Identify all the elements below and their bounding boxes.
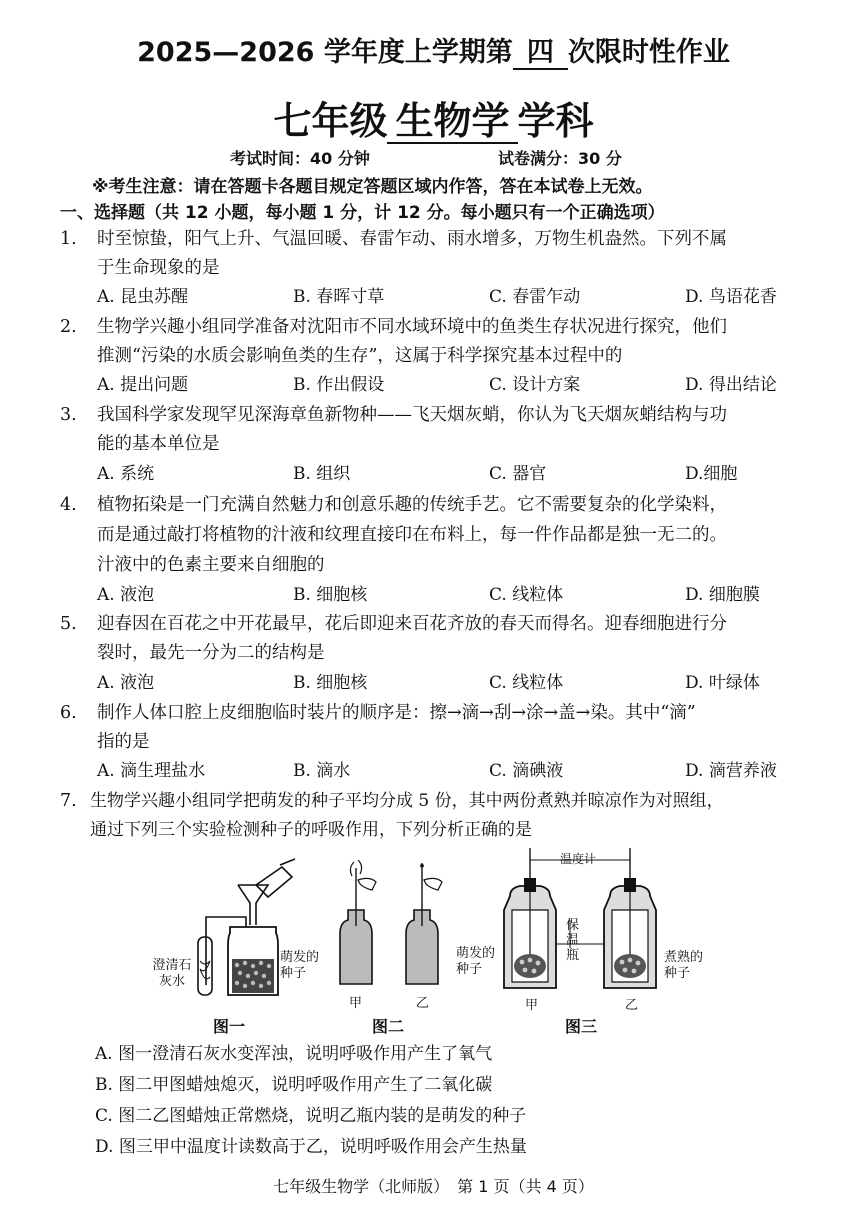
option-b: B. 细胞核 — [293, 585, 368, 605]
vacuum-flask-jia-icon — [504, 878, 556, 988]
fig3-label-jia: 甲 — [525, 998, 539, 1013]
grade-label: 七年级 — [273, 98, 388, 143]
option-b: B. 春晖寸草 — [293, 287, 385, 307]
question-text: 指的是 — [97, 732, 150, 752]
question-text: 推测“污染的水质会影响鱼类的生存”，这属于科学探究基本过程中的 — [97, 346, 623, 366]
option-d: D. 叶绿体 — [685, 673, 760, 693]
fig3-label-cooked: 煮熟的种子 — [664, 950, 704, 981]
title-suffix: 次限时性作业 — [567, 37, 730, 68]
question-text: 于生命现象的是 — [97, 258, 220, 278]
subject-suffix: 学科 — [517, 98, 594, 143]
question-number: 1. — [60, 229, 77, 249]
page-footer: 七年级生物学（北师版） 第 1 页（共 4 页） — [273, 1177, 594, 1196]
question-number: 5. — [60, 614, 77, 634]
option-c: C. 滴碘液 — [489, 761, 564, 781]
figure-two-caption: 图二 — [372, 1017, 405, 1036]
question-text: 生物学兴趣小组同学把萌发的种子平均分成 5 份，其中两份煮熟并晾凉作为对照组， — [90, 791, 724, 811]
question-text: 生物学兴趣小组同学准备对沈阳市不同水域环境中的鱼类生存状况进行探究，他们 — [97, 317, 727, 337]
exam-time: 考试时间：40 分钟 — [230, 149, 370, 168]
option-d: D. 图三甲中温度计读数高于乙，说明呼吸作用会产生热量 — [95, 1137, 527, 1157]
option-b: B. 滴水 — [293, 761, 351, 781]
subject-title — [0, 90, 867, 145]
question-text: 迎春因在百花之中开花最早，花后即迎来百花齐放的春天而得名。迎春细胞进行分 — [97, 614, 727, 634]
full-score: 试卷满分：30 分 — [498, 149, 622, 168]
title-number: 四 — [513, 38, 568, 70]
question-text: 制作人体口腔上皮细胞临时装片的顺序是：擦→滴→刮→涂→盖→染。其中“滴” — [97, 703, 696, 723]
option-b: B. 组织 — [293, 464, 351, 484]
option-d: D.细胞 — [685, 464, 738, 484]
option-d: D. 鸟语花香 — [685, 287, 777, 307]
question-text: 能的基本单位是 — [97, 434, 220, 454]
option-a: A. 液泡 — [97, 585, 155, 605]
exam-title — [0, 30, 867, 70]
option-d: D. 滴营养液 — [685, 761, 777, 781]
test-tube-icon — [198, 937, 212, 995]
option-c: C. 线粒体 — [489, 585, 564, 605]
figure-three-caption: 图三 — [565, 1017, 598, 1036]
hand-icon — [424, 878, 442, 890]
question-text: 我国科学家发现罕见深海章鱼新物种——飞天烟灰蛸，你认为飞天烟灰蛸结构与功 — [97, 405, 727, 425]
question-number: 7. — [60, 791, 77, 811]
question-text: 汁液中的色素主要来自细胞的 — [97, 555, 325, 575]
option-c: C. 图二乙图蜡烛正常燃烧，说明乙瓶内装的是萌发的种子 — [95, 1106, 527, 1126]
question-text: 而是通过敲打将植物的汁液和纹理直接印在布料上，每一件作品都是独一无二的。 — [97, 525, 727, 545]
fig1-label-limewater: 澄清石灰水 — [152, 958, 192, 989]
fig1-label-seeds: 萌发的种子 — [280, 950, 320, 981]
question-text: 时至惊蛰，阳气上升、气温回暖、春雷乍动、雨水增多，万物生机盎然。下列不属 — [97, 229, 727, 249]
exam-notice: ※考生注意：请在答题卡各题目规定答题区域内作答，答在本试卷上无效。 — [92, 177, 653, 197]
fig2-label-yi: 乙 — [416, 996, 430, 1011]
question-text: 通过下列三个实验检测种子的呼吸作用，下列分析正确的是 — [90, 820, 532, 840]
seeds-icon — [232, 959, 274, 993]
fig3-label-flask: 保温瓶 — [566, 918, 580, 963]
option-c: C. 器官 — [489, 464, 547, 484]
hand-icon — [358, 878, 376, 890]
question-number: 4. — [60, 495, 77, 515]
candle-flame-icon — [420, 863, 424, 868]
option-b: B. 作出假设 — [293, 375, 385, 395]
option-d: D. 得出结论 — [685, 375, 777, 395]
question-number: 6. — [60, 703, 77, 723]
option-c: C. 春雷乍动 — [489, 287, 581, 307]
option-b: B. 图二甲图蜡烛熄灭，说明呼吸作用产生了二氧化碳 — [95, 1075, 493, 1095]
option-d: D. 细胞膜 — [685, 585, 760, 605]
pouring-beaker-icon — [256, 859, 295, 897]
option-a: A. 液泡 — [97, 673, 155, 693]
fig3-label-yi: 乙 — [625, 998, 639, 1013]
fig3-label-germinating: 萌发的种子 — [456, 946, 496, 977]
figure-two-apparatus — [330, 860, 460, 990]
fig2-label-jia: 甲 — [349, 996, 363, 1011]
option-a: A. 提出问题 — [97, 375, 189, 395]
question-number: 3. — [60, 405, 77, 425]
figure-one-caption: 图一 — [213, 1017, 246, 1036]
bottle-jia-icon — [340, 860, 376, 984]
section-heading: 一、选择题（共 12 小题，每小题 1 分，计 12 分。每小题只有一个正确选项） — [60, 203, 665, 223]
option-c: C. 线粒体 — [489, 673, 564, 693]
option-b: B. 细胞核 — [293, 673, 368, 693]
vacuum-flask-yi-icon — [604, 878, 656, 988]
question-number: 2. — [60, 317, 77, 337]
title-prefix: 2025—2026 学年度上学期第 — [137, 37, 513, 68]
bottle-yi-icon — [406, 863, 442, 984]
option-a: A. 昆虫苏醒 — [97, 287, 189, 307]
subject-name: 生物学 — [387, 100, 517, 144]
option-a: A. 图一澄清石灰水变浑浊，说明呼吸作用产生了氧气 — [95, 1044, 493, 1064]
question-text: 植物拓染是一门充满自然魅力和创意乐趣的传统手艺。它不需要复杂的化学染料， — [97, 495, 727, 515]
option-c: C. 设计方案 — [489, 375, 581, 395]
fig3-label-thermometer: 温度计 — [560, 852, 597, 866]
option-a: A. 滴生理盐水 — [97, 761, 206, 781]
option-a: A. 系统 — [97, 464, 155, 484]
question-text: 裂时，最先一分为二的结构是 — [97, 643, 325, 663]
